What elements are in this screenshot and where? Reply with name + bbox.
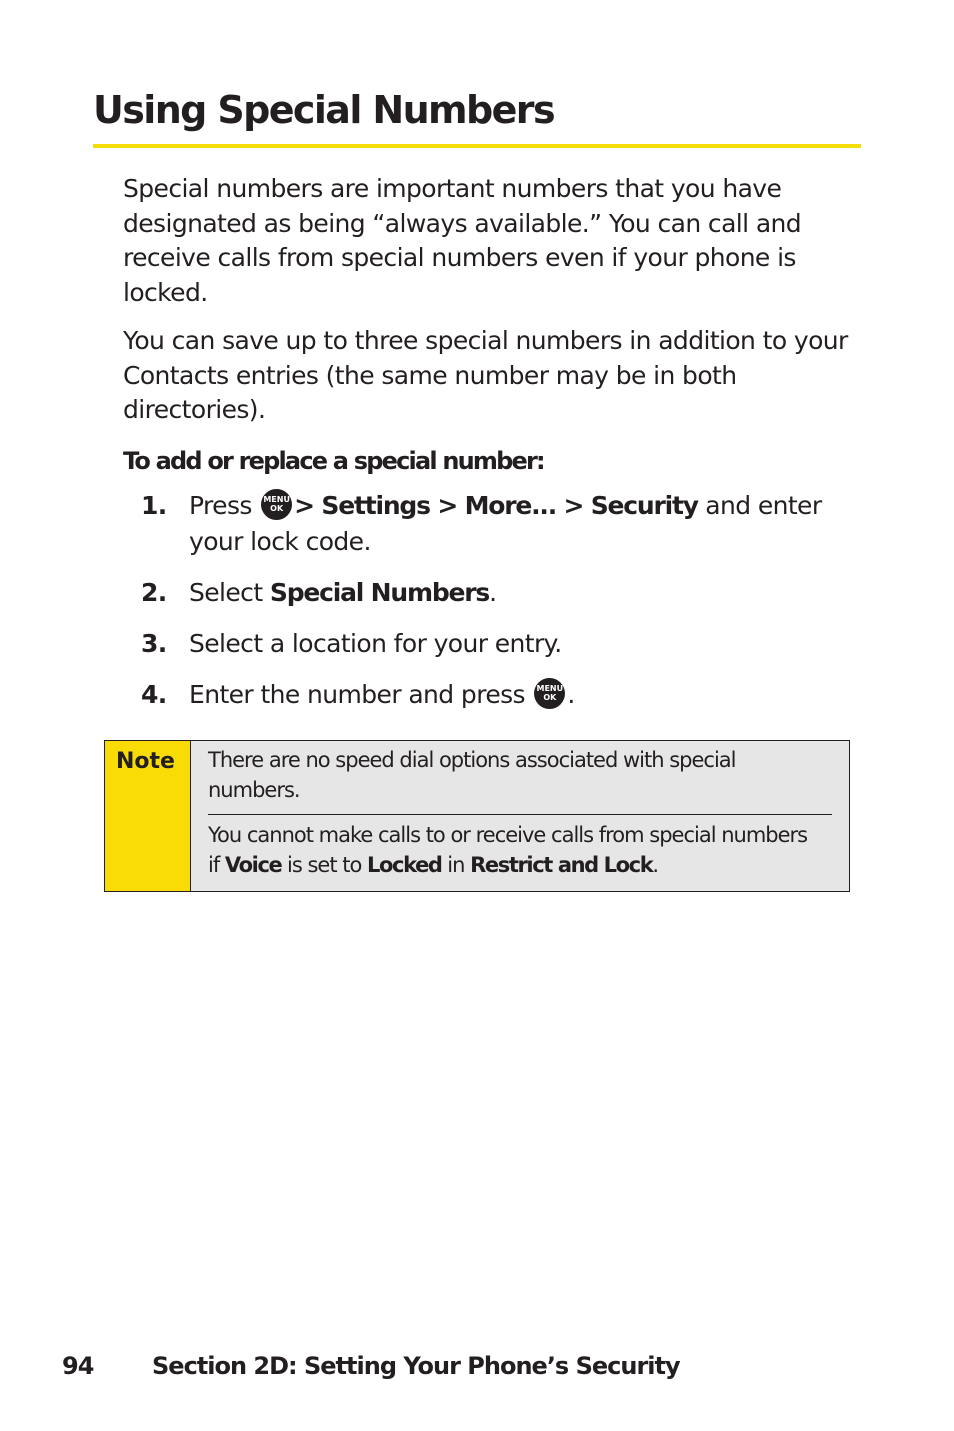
menu-path: > Settings > More... > Security (294, 490, 698, 520)
step-3 (123, 626, 858, 662)
section-title: Section 2D: Setting Your Phone’s Security (152, 1352, 680, 1380)
note-label-cell (105, 741, 191, 891)
step-text: Press (189, 490, 252, 520)
setting-locked: Locked (367, 853, 442, 877)
note-body (208, 745, 832, 880)
step-text: Select (189, 577, 263, 607)
step-number: 4. (141, 679, 167, 709)
note-label: Note (116, 749, 175, 774)
step-number: 3. (141, 628, 167, 658)
menu-ok-key-icon: MENU OK (261, 489, 292, 520)
page-footer (62, 1349, 680, 1383)
main-content (123, 172, 858, 728)
step-number: 1. (141, 490, 167, 520)
step-text: and enter your lock code. (189, 490, 822, 556)
setting-voice: Voice (224, 853, 282, 877)
step-number: 2. (141, 577, 167, 607)
note-box (104, 740, 850, 892)
setting-restrict-and-lock: Restrict and Lock (470, 853, 653, 877)
step-1 (123, 488, 858, 560)
title-underline (93, 144, 861, 148)
menu-item-special-numbers: Special Numbers (269, 577, 490, 607)
procedure-heading: To add or replace a special number: (123, 446, 544, 475)
note-item: There are no speed dial options associated with special numbers. (208, 748, 736, 802)
capacity-paragraph: You can save up to three special numbers in addition to your Contacts entries (the same number may be in both directories). (123, 326, 848, 424)
note-divider (208, 814, 832, 815)
page-number: 94 (62, 1352, 94, 1380)
step-text: Select a location for your entry. (189, 628, 562, 658)
step-text: . (567, 679, 575, 709)
page-title: Using Special Numbers (93, 88, 554, 132)
intro-paragraph: Special numbers are important numbers that you have designated as being “always available.” You can call and receive calls from special numbers even if your phone is locked. (123, 174, 802, 307)
step-text: Enter the number and press (189, 679, 525, 709)
note-item: You cannot make calls to or receive calls from special numbers if Voice is set to Locked in Restrict and Lock. (208, 823, 808, 877)
menu-ok-key-icon: MENU OK (534, 678, 565, 709)
step-text: . (489, 577, 497, 607)
step-2 (123, 575, 858, 611)
step-4 (123, 677, 858, 713)
steps-list (123, 488, 858, 713)
